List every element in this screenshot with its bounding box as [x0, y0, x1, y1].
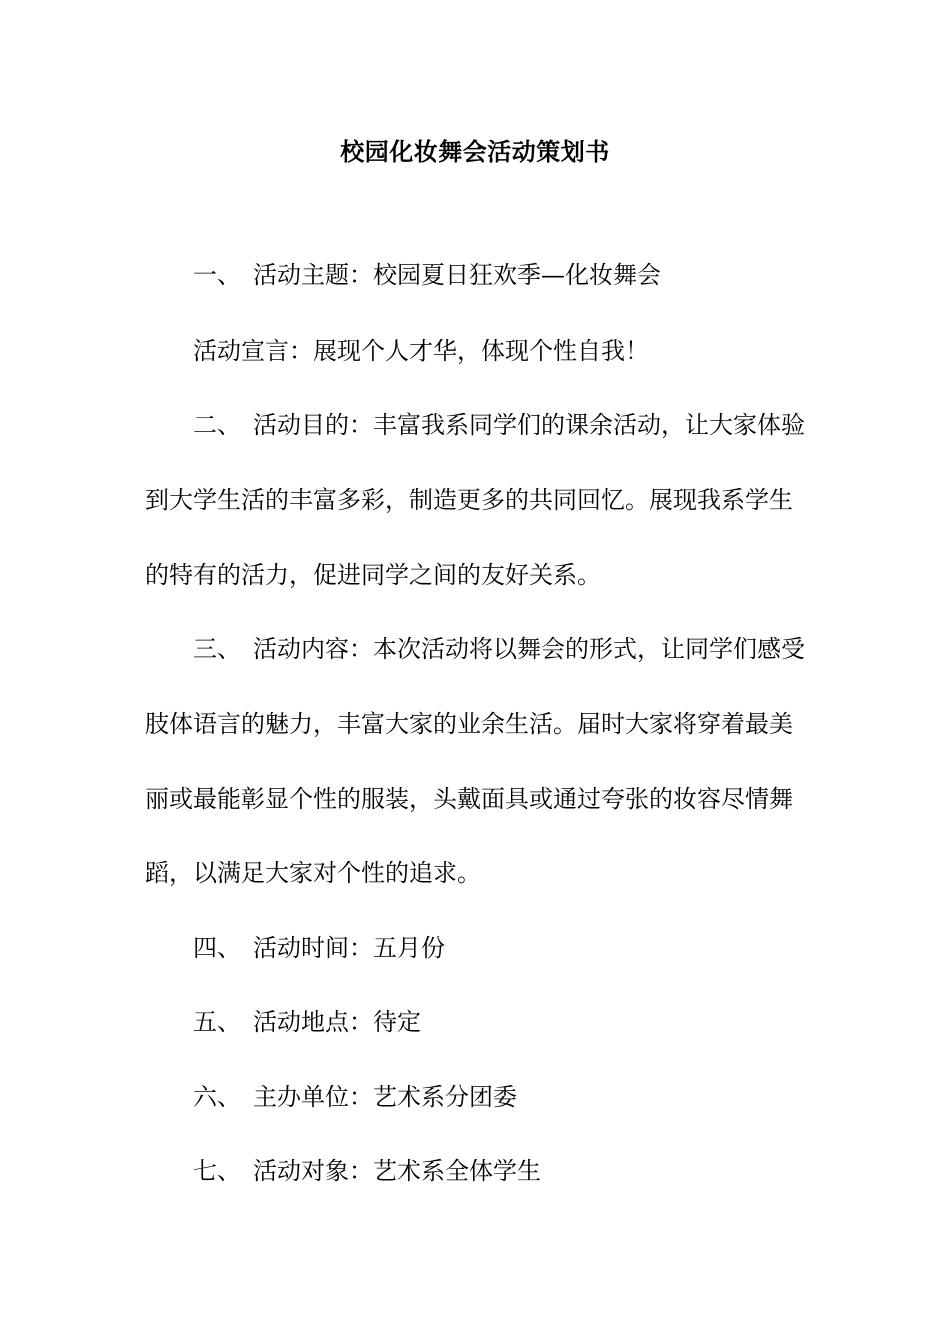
section-organizer: [193, 1079, 858, 1115]
paragraph-text: 蹈，以满足大家对个性的追求。: [145, 859, 481, 887]
section-number: 七、: [193, 1157, 241, 1185]
section-text: 活动时间：五月份: [253, 934, 445, 962]
section-location: [193, 1004, 858, 1040]
section-purpose: [193, 407, 858, 443]
paragraph-line: [145, 557, 810, 593]
paragraph-slogan: [193, 333, 858, 369]
section-text: 活动主题：校园夏日狂欢季—化妆舞会: [253, 261, 661, 289]
section-number: 一、: [193, 261, 241, 289]
paragraph-text: 到大学生活的丰富多彩，制造更多的共同回忆。展现我系学生: [145, 486, 793, 514]
section-number: 三、: [193, 635, 241, 663]
document-title: 校园化妆舞会活动策划书: [340, 137, 610, 166]
section-number: 二、: [193, 411, 241, 439]
paragraph-text: 肢体语言的魅力，丰富大家的业余生活。届时大家将穿着最美: [145, 710, 793, 738]
section-text: 主办单位：艺术系分团委: [253, 1083, 517, 1111]
section-text: 活动地点：待定: [253, 1008, 421, 1036]
section-time: [193, 930, 858, 966]
paragraph-text: 活动宣言：展现个人才华，体现个性自我！: [193, 337, 649, 365]
section-theme: [193, 257, 858, 293]
paragraph-line: [145, 781, 810, 817]
paragraph-line: [145, 706, 810, 742]
paragraph-text: 的特有的活力，促进同学之间的友好关系。: [145, 561, 601, 589]
section-text: 活动对象：艺术系全体学生: [253, 1157, 541, 1185]
section-text: 活动内容：本次活动将以舞会的形式，让同学们感受: [253, 635, 805, 663]
paragraph-text: 丽或最能彰显个性的服装，头戴面具或通过夸张的妆容尽情舞: [145, 785, 793, 813]
section-text: 活动目的：丰富我系同学们的课余活动，让大家体验: [253, 411, 805, 439]
section-audience: [193, 1153, 858, 1189]
section-number: 四、: [193, 934, 241, 962]
paragraph-line: [145, 855, 810, 891]
paragraph-line: [145, 482, 810, 518]
section-number: 六、: [193, 1083, 241, 1111]
section-number: 五、: [193, 1008, 241, 1036]
section-content: [193, 631, 858, 667]
